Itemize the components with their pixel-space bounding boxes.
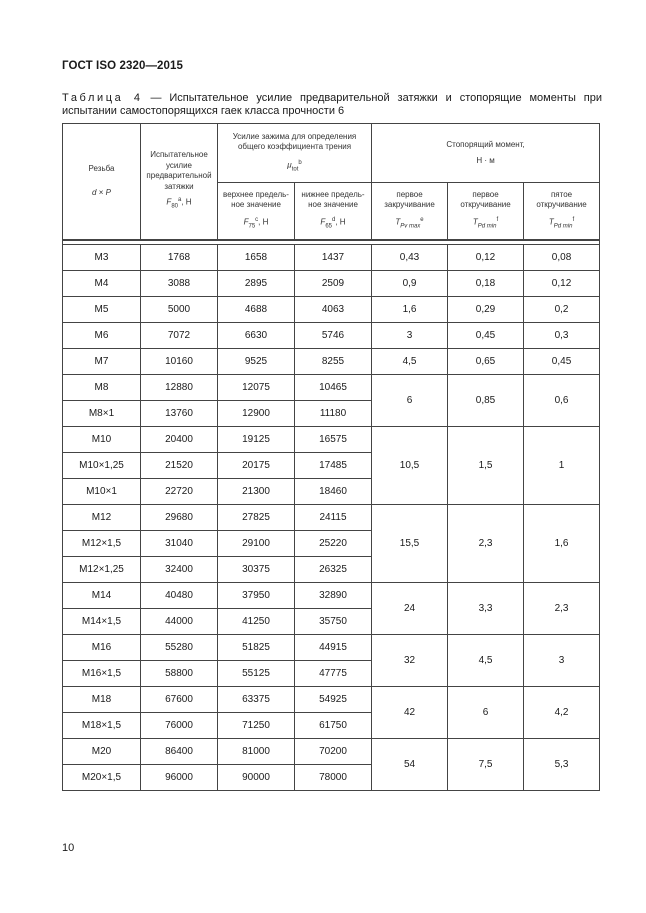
header-lower-line1: нижнее предель- (301, 189, 365, 199)
cell-thread: M7 (63, 348, 141, 374)
header-first-off-line1: первое (472, 189, 499, 199)
cell-thread: M16×1,5 (63, 660, 141, 686)
cell-torque-first-off: 1,5 (448, 426, 524, 504)
cell-proof-load: 86400 (141, 738, 218, 764)
table-row (63, 426, 600, 452)
table-row (63, 686, 600, 712)
cell-clamp-lower: 4063 (295, 296, 372, 322)
cell-torque-first-on: 54 (372, 738, 448, 790)
cell-proof-load: 22720 (141, 478, 218, 504)
cell-proof-load: 40480 (141, 582, 218, 608)
cell-clamp-upper: 2895 (218, 270, 295, 296)
cell-proof-load: 20400 (141, 426, 218, 452)
header-first-on-line1: первое (396, 189, 423, 199)
header-first-off-sub: Pd min (477, 223, 497, 230)
cell-clamp-upper: 81000 (218, 738, 295, 764)
cell-thread: M10 (63, 426, 141, 452)
cell-thread: M14 (63, 582, 141, 608)
header-clamp-sym: μ (287, 160, 292, 170)
cell-clamp-lower: 47775 (295, 660, 372, 686)
table-row (63, 634, 600, 660)
cell-thread: M20 (63, 738, 141, 764)
cell-torque-first-off: 0,12 (448, 244, 524, 270)
cell-torque-first-on: 4,5 (372, 348, 448, 374)
cell-thread: M18 (63, 686, 141, 712)
cell-proof-load: 32400 (141, 556, 218, 582)
table-row (63, 504, 600, 530)
cell-torque-first-on: 6 (372, 374, 448, 426)
header-first-off-line2: откручивание (460, 200, 511, 210)
cell-thread: M18×1,5 (63, 712, 141, 738)
header-torque-unit: Н · м (476, 156, 495, 165)
table-row (63, 348, 600, 374)
cell-clamp-lower: 5746 (295, 322, 372, 348)
cell-torque-first-off: 0,29 (448, 296, 524, 322)
header-proof-sub: 80 (171, 203, 178, 210)
header-thread-times: × (96, 188, 106, 198)
header-torque-title: Стопорящий момент, (446, 139, 525, 149)
cell-thread: M3 (63, 244, 141, 270)
cell-clamp-lower: 2509 (295, 270, 372, 296)
table-caption-text: — Испытательное усилие предварительной затяжки и стопорящие моменты при испытании самостопорящихся гаек класса прочности 6 (62, 92, 602, 117)
cell-torque-first-on: 0,43 (372, 244, 448, 270)
cell-thread: M8 (63, 374, 141, 400)
cell-torque-first-off: 4,5 (448, 634, 524, 686)
header-lower-unit: , Н (335, 217, 346, 227)
cell-torque-fifth-off: 0,12 (524, 270, 600, 296)
header-proof-sym: F (166, 198, 172, 208)
cell-torque-fifth-off: 0,3 (524, 322, 600, 348)
cell-torque-first-on: 32 (372, 634, 448, 686)
cell-clamp-lower: 32890 (295, 582, 372, 608)
cell-torque-fifth-off: 0,08 (524, 244, 600, 270)
table-row (63, 322, 600, 348)
header-lower-line2: ное значение (308, 200, 358, 210)
cell-torque-first-off: 0,65 (448, 348, 524, 374)
header-first-off-sym: T (472, 217, 478, 227)
cell-clamp-lower: 54925 (295, 686, 372, 712)
header-upper-sym: F (243, 217, 249, 227)
table-row (63, 296, 600, 322)
cell-thread: M10×1 (63, 478, 141, 504)
header-upper-sub: 75 (248, 223, 256, 230)
cell-clamp-lower: 70200 (295, 738, 372, 764)
cell-proof-load: 1768 (141, 244, 218, 270)
header-clamp-lower (295, 183, 372, 240)
header-thread-title: Резьба (88, 163, 115, 173)
cell-clamp-lower: 10465 (295, 374, 372, 400)
cell-torque-first-on: 10,5 (372, 426, 448, 504)
cell-clamp-lower: 24115 (295, 504, 372, 530)
cell-thread: M12 (63, 504, 141, 530)
prevailing-torque-table (62, 123, 600, 791)
cell-torque-first-on: 1,6 (372, 296, 448, 322)
cell-thread: M16 (63, 634, 141, 660)
cell-clamp-upper: 90000 (218, 764, 295, 790)
cell-proof-load: 58800 (141, 660, 218, 686)
cell-proof-load: 12880 (141, 374, 218, 400)
cell-clamp-upper: 12900 (218, 400, 295, 426)
header-clamp-upper (218, 183, 295, 240)
header-upper-sup: c (255, 216, 259, 223)
table-row (63, 270, 600, 296)
header-clamp-line2: общего коэффициента трения (237, 142, 352, 152)
header-lower-sub: 65 (325, 223, 332, 230)
cell-proof-load: 21520 (141, 452, 218, 478)
header-clamp-sup: b (298, 159, 302, 166)
table-row (63, 582, 600, 608)
cell-clamp-upper: 30375 (218, 556, 295, 582)
cell-torque-fifth-off: 0,2 (524, 296, 600, 322)
header-first-on-sup: e (420, 216, 424, 223)
header-torque-first-off (448, 183, 524, 240)
cell-clamp-upper: 21300 (218, 478, 295, 504)
cell-torque-first-on: 3 (372, 322, 448, 348)
cell-proof-load: 5000 (141, 296, 218, 322)
header-torque-fifth-off (524, 183, 600, 240)
cell-clamp-upper: 29100 (218, 530, 295, 556)
header-first-on-sub: Pv max (400, 223, 421, 230)
header-proof-load (141, 124, 218, 240)
header-lower-sym: F (320, 217, 326, 227)
header-first-off-sup: f (496, 216, 499, 223)
cell-thread: M14×1,5 (63, 608, 141, 634)
cell-clamp-upper: 9525 (218, 348, 295, 374)
header-proof-line4: затяжки (164, 181, 194, 191)
cell-torque-first-off: 3,3 (448, 582, 524, 634)
cell-clamp-upper: 20175 (218, 452, 295, 478)
cell-torque-fifth-off: 0,45 (524, 348, 600, 374)
cell-thread: M12×1,5 (63, 530, 141, 556)
cell-clamp-lower: 25220 (295, 530, 372, 556)
cell-clamp-upper: 19125 (218, 426, 295, 452)
cell-torque-first-on: 15,5 (372, 504, 448, 582)
cell-torque-first-off: 7,5 (448, 738, 524, 790)
header-upper-unit: , Н (258, 217, 269, 227)
cell-thread: M12×1,25 (63, 556, 141, 582)
header-first-on-sym: T (395, 217, 401, 227)
header-first-on-line2: закручивание (384, 200, 435, 210)
table-caption (62, 92, 602, 118)
cell-thread: M4 (63, 270, 141, 296)
header-fifth-off-sup: f (572, 216, 575, 223)
cell-proof-load: 96000 (141, 764, 218, 790)
cell-thread: M6 (63, 322, 141, 348)
cell-clamp-upper: 63375 (218, 686, 295, 712)
cell-clamp-upper: 6630 (218, 322, 295, 348)
table-row (63, 374, 600, 400)
header-fifth-off-line2: откручивание (536, 200, 587, 210)
cell-clamp-lower: 44915 (295, 634, 372, 660)
cell-torque-first-off: 0,45 (448, 322, 524, 348)
header-upper-line1: верхнее предель- (223, 189, 289, 199)
cell-clamp-lower: 61750 (295, 712, 372, 738)
cell-torque-fifth-off: 5,3 (524, 738, 600, 790)
cell-proof-load: 3088 (141, 270, 218, 296)
cell-proof-load: 76000 (141, 712, 218, 738)
header-lower-sup: d (332, 216, 336, 223)
cell-thread: M8×1 (63, 400, 141, 426)
table-caption-label: Таблица 4 (62, 92, 143, 104)
cell-torque-fifth-off: 1 (524, 426, 600, 504)
table-row (63, 244, 600, 270)
cell-torque-fifth-off: 1,6 (524, 504, 600, 582)
header-thread-d: d (92, 188, 97, 198)
cell-clamp-upper: 55125 (218, 660, 295, 686)
header-clamp-sub: tot (291, 165, 299, 172)
page-number: 10 (62, 842, 75, 854)
cell-torque-fifth-off: 3 (524, 634, 600, 686)
cell-proof-load: 7072 (141, 322, 218, 348)
header-proof-sup: a (178, 197, 182, 204)
header-proof-unit: , Н (181, 198, 192, 208)
cell-clamp-lower: 8255 (295, 348, 372, 374)
document-header: ГОСТ ISO 2320—2015 (62, 60, 184, 72)
cell-clamp-upper: 51825 (218, 634, 295, 660)
header-proof-line2: усилие (166, 160, 192, 170)
cell-clamp-upper: 41250 (218, 608, 295, 634)
cell-proof-load: 13760 (141, 400, 218, 426)
cell-torque-first-off: 0,85 (448, 374, 524, 426)
cell-torque-first-off: 6 (448, 686, 524, 738)
cell-thread: M10×1,25 (63, 452, 141, 478)
cell-torque-fifth-off: 2,3 (524, 582, 600, 634)
cell-proof-load: 55280 (141, 634, 218, 660)
header-fifth-off-line1: пятое (550, 189, 573, 199)
cell-clamp-lower: 1437 (295, 244, 372, 270)
header-fifth-off-sym: T (548, 217, 554, 227)
cell-clamp-lower: 11180 (295, 400, 372, 426)
cell-clamp-lower: 26325 (295, 556, 372, 582)
header-thread (63, 124, 141, 240)
cell-clamp-upper: 27825 (218, 504, 295, 530)
cell-clamp-upper: 71250 (218, 712, 295, 738)
header-upper-line2: ное значение (231, 200, 281, 210)
cell-clamp-upper: 37950 (218, 582, 295, 608)
header-fifth-off-sub: Pd min (553, 223, 573, 230)
cell-clamp-lower: 18460 (295, 478, 372, 504)
cell-thread: M5 (63, 296, 141, 322)
header-torque (372, 124, 600, 183)
header-clamp-line1: Усилие зажима для определения (232, 131, 357, 141)
cell-proof-load: 29680 (141, 504, 218, 530)
cell-proof-load: 31040 (141, 530, 218, 556)
cell-torque-first-on: 24 (372, 582, 448, 634)
cell-proof-load: 44000 (141, 608, 218, 634)
cell-clamp-upper: 1658 (218, 244, 295, 270)
cell-thread: M20×1,5 (63, 764, 141, 790)
cell-clamp-upper: 12075 (218, 374, 295, 400)
cell-proof-load: 10160 (141, 348, 218, 374)
table-row (63, 738, 600, 764)
header-proof-line1: Испытательное (150, 150, 208, 160)
header-torque-first-on (372, 183, 448, 240)
cell-clamp-upper: 4688 (218, 296, 295, 322)
cell-torque-fifth-off: 4,2 (524, 686, 600, 738)
cell-clamp-lower: 78000 (295, 764, 372, 790)
cell-proof-load: 67600 (141, 686, 218, 712)
cell-clamp-lower: 17485 (295, 452, 372, 478)
cell-torque-first-on: 42 (372, 686, 448, 738)
cell-torque-first-off: 2,3 (448, 504, 524, 582)
header-proof-line3: предварительной (146, 171, 212, 181)
cell-torque-first-on: 0,9 (372, 270, 448, 296)
cell-clamp-lower: 35750 (295, 608, 372, 634)
header-thread-p: P (105, 188, 111, 198)
cell-clamp-lower: 16575 (295, 426, 372, 452)
header-clamp-force (218, 124, 372, 183)
cell-torque-first-off: 0,18 (448, 270, 524, 296)
cell-torque-fifth-off: 0,6 (524, 374, 600, 426)
